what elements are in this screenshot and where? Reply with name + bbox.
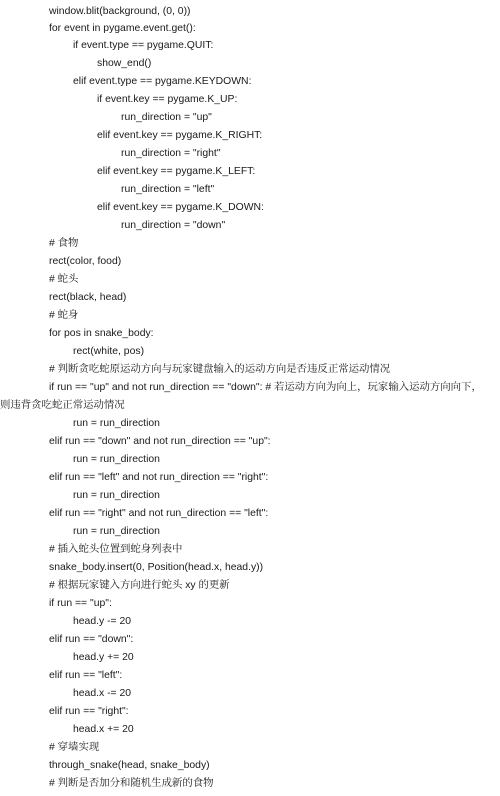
code-line: elif run == "right": (49, 706, 129, 717)
code-line: rect(black, head) (49, 292, 127, 303)
code-comment-line: # 根据玩家键入方向进行蛇头 xy 的更新 (49, 580, 230, 591)
code-line: if run == "up" and not run_direction == "down": # 若运动方向为向上，玩家输入运动方向向下，则违背贪吃蛇正常运动情况 (0, 382, 482, 411)
code-line: rect(white, pos) (73, 346, 145, 357)
code-line: rect(color, food) (49, 256, 122, 267)
code-line: run = run_direction (73, 526, 160, 537)
code-line: elif run == "down" and not run_direction == "up": (49, 436, 271, 447)
code-line: run = run_direction (73, 418, 160, 429)
code-line: elif run == "down": (49, 634, 134, 645)
code-comment-line: # 蛇身 (49, 310, 79, 321)
code-line: if run == "up": (49, 598, 112, 609)
code-line: run = run_direction (73, 490, 160, 501)
code-line: through_snake(head, snake_body) (49, 760, 210, 771)
code-line: run_direction = "right" (121, 148, 221, 159)
code-line: head.y -= 20 (73, 616, 132, 627)
code-comment-line: # 判断贪吃蛇原运动方向与玩家键盘输入的运动方向是否违反正常运动情况 (49, 364, 391, 375)
code-line: elif event.key == pygame.K_LEFT: (97, 166, 256, 177)
code-line: run_direction = "down" (121, 220, 226, 231)
code-line: show_end() (97, 58, 152, 69)
code-line: elif event.key == pygame.K_RIGHT: (97, 130, 263, 141)
code-line: window.blit(background, (0, 0)) (49, 6, 191, 17)
code-comment-line: # 食物 (49, 238, 79, 249)
code-line: elif event.type == pygame.KEYDOWN: (73, 76, 252, 87)
code-line: run = run_direction (73, 454, 160, 465)
code-line: run_direction = "left" (121, 184, 215, 195)
code-line: snake_body.insert(0, Position(head.x, head.y)) (49, 562, 264, 573)
code-line: if event.type == pygame.QUIT: (73, 40, 214, 51)
code-line: head.x += 20 (73, 724, 134, 735)
code-line: if event.key == pygame.K_UP: (97, 94, 238, 105)
code-line: elif run == "left" and not run_direction == "right": (49, 472, 269, 483)
code-line: elif run == "right" and not run_direction == "left": (49, 508, 269, 519)
code-line: for pos in snake_body: (49, 328, 154, 339)
code-comment-line: # 穿墙实现 (49, 742, 100, 753)
code-comment-line: # 蛇头 (49, 274, 79, 285)
code-comment-line: # 插入蛇头位置到蛇身列表中 (49, 544, 183, 555)
code-line: head.x -= 20 (73, 688, 132, 699)
code-line: elif run == "left": (49, 670, 123, 681)
code-comment-line: # 判断是否加分和随机生成新的食物 (49, 778, 214, 789)
code-line: head.y += 20 (73, 652, 134, 663)
code-line: for event in pygame.event.get(): (49, 23, 196, 34)
code-line: elif event.key == pygame.K_DOWN: (97, 202, 264, 213)
code-line: run_direction = "up" (121, 112, 212, 123)
